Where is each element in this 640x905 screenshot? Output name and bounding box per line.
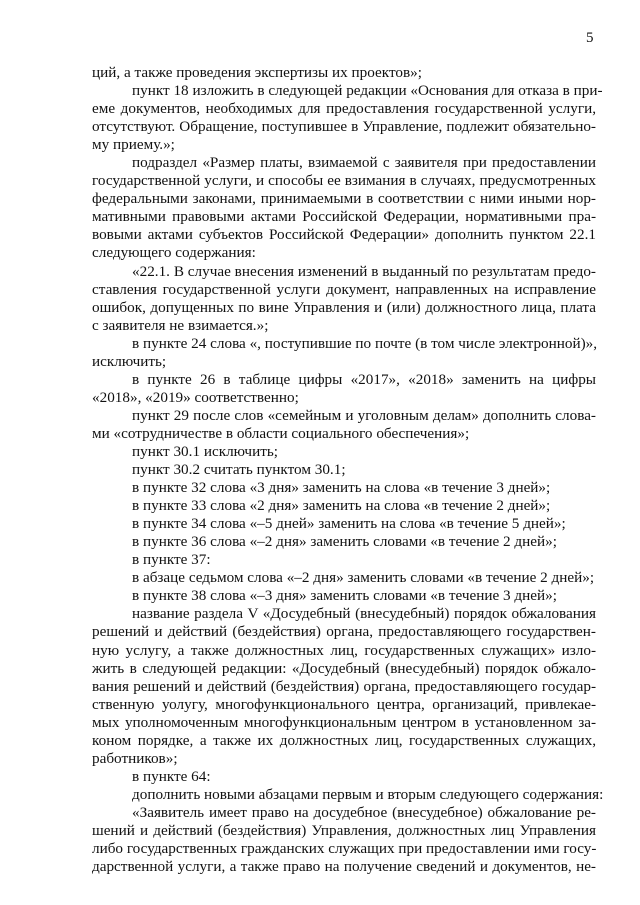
text-line: пункт 30.2 считать пунктом 30.1; [132, 461, 346, 479]
text-line: в пункте 26 в таблице цифры «2017», «2018» заменить на цифры [132, 370, 596, 388]
text-line: ми «сотрудничестве в области социального обеспечения»; [92, 424, 470, 442]
text-line: пункт 18 изложить в следующей редакции «Основания для отказа в при- [132, 82, 603, 100]
text-line: пункт 30.1 исключить; [132, 442, 278, 460]
text-line: шений и действий (бездействия) Управления, должностных лиц Управления [92, 821, 596, 839]
text-line: дарственной услуги, а также право на получение сведений и документов, не- [92, 858, 596, 876]
text-line: «22.1. В случае внесения изменений в выданный по результатам предо- [132, 262, 596, 280]
text-line: в пункте 33 слова «2 дня» заменить на слова «в течение 2 дней»; [132, 497, 551, 515]
text-line: му приему.»; [92, 136, 175, 154]
text-line: ций, а также проведения экспертизы их проектов»; [92, 64, 422, 81]
text-line: пункт 29 после слов «семейным и уголовным делам» дополнить слова- [132, 406, 596, 424]
text-line: название раздела V «Досудебный (внесудебный) порядок обжалования [132, 605, 596, 623]
text-line: ственную уолугу, многофункционального центра, организаций, привлекае- [92, 695, 596, 713]
text-line: подраздел «Размер платы, взимаемой с заявителя при предоставлении [132, 154, 596, 172]
text-line: жить в следующей редакции: «Досудебный (внесудебный) порядок обжало- [92, 659, 596, 677]
text-line: мативными правовыми актами Российской Федерации, нормативными пра- [92, 208, 596, 226]
text-line: государственной услуги, и способы ее взимания в случаях, предусмотренных [92, 172, 596, 190]
text-line: в пункте 24 слова «, поступившие по почте (в том числе электронной)», [132, 334, 598, 352]
text-line: в пункте 36 слова «–2 дня» заменить словами «в течение 2 дней»; [132, 533, 557, 551]
text-line: ную услугу, а также должностных лиц, государственных служащих» изло- [92, 641, 596, 659]
text-line: в пункте 32 слова «3 дня» заменить на слова «в течение 3 дней»; [132, 479, 551, 497]
document-body [92, 64, 604, 876]
text-line: «Заявитель имеет право на досудебное (внесудебное) обжалование ре- [132, 803, 596, 821]
text-line: вовыми актами субъектов Российской Федерации» дополнить пунктом 22.1 [92, 226, 596, 244]
text-line: в абзаце седьмом слова «–2 дня» заменить словами «в течение 2 дней»; [132, 569, 595, 587]
text-line: исключить; [92, 352, 167, 370]
text-line: в пункте 64: [132, 767, 211, 785]
text-line: вания решений и действий (бездействия) органа, предоставляющего государ- [92, 677, 596, 695]
text-line: следующего содержания: [92, 244, 256, 262]
text-line: мых уполномоченным многофункциональным центром в установленном за- [92, 713, 596, 731]
text-line: с заявителя не взимается.»; [92, 316, 269, 334]
text-line: в пункте 34 слова «–5 дней» заменить на слова «в течение 5 дней»; [132, 515, 566, 533]
text-line: коном порядке, а также их должностных лиц, государственных служащих, [92, 731, 596, 749]
text-line: ставления государственной услуги документ, направленных на исправление [92, 280, 596, 298]
text-line: решений и действий (бездействия) органа, предоставляющего государствен- [92, 623, 596, 641]
text-line: либо государственных гражданских служащих при предоставлении ими госу- [92, 840, 597, 858]
text-line: работников»; [92, 749, 178, 767]
text-line: федеральными законами, принимаемыми в соответствии с ними иными нор- [92, 190, 596, 208]
text-line: дополнить новыми абзацами первым и вторым следующего содержания: [132, 785, 604, 803]
text-line: ошибок, допущенных по вине Управления и (или) должностного лица, плата [92, 298, 596, 316]
text-line: еме документов, необходимых для предоставления государственной услуги, [92, 100, 596, 118]
text-line: в пункте 38 слова «–3 дня» заменить словами «в течение 3 дней»; [132, 587, 557, 605]
page-number: 5 [586, 30, 594, 46]
text-line: отсутствуют. Обращение, поступившее в Управление, подлежит обязательно- [92, 118, 596, 136]
text-line: в пункте 37: [132, 551, 211, 569]
text-line: «2018», «2019» соответственно; [92, 388, 299, 406]
